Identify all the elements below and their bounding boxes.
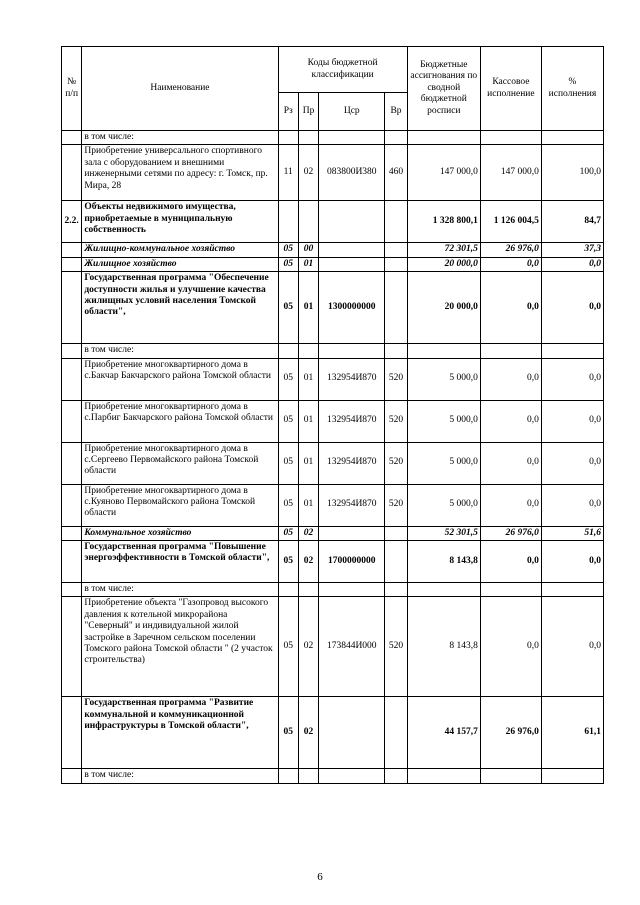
row-cash: 0,0	[480, 400, 541, 442]
table-row	[62, 582, 604, 596]
table-body	[62, 131, 604, 784]
row-percent: 61,1	[541, 697, 603, 769]
row-budget: 5 000,0	[407, 358, 480, 400]
row-number	[62, 257, 82, 271]
row-percent: 100,0	[541, 145, 603, 201]
row-pr: 01	[298, 358, 318, 400]
row-cash: 0,0	[480, 358, 541, 400]
row-pr: 01	[298, 442, 318, 484]
table-row	[62, 243, 604, 257]
row-number	[62, 400, 82, 442]
row-number	[62, 344, 82, 358]
row-vr	[385, 272, 407, 344]
table-row	[62, 769, 604, 783]
row-cash: 1 126 004,5	[480, 201, 541, 243]
row-pr	[298, 582, 318, 596]
row-vr	[385, 243, 407, 257]
row-rz: 05	[278, 442, 298, 484]
row-percent: 0,0	[541, 540, 603, 582]
row-number	[62, 145, 82, 201]
row-name: Государственная программа "Развитие коммунальной и коммуникационной инфраструктуры в Томской области",	[82, 697, 278, 769]
row-cash: 26 976,0	[480, 526, 541, 540]
row-percent: 0,0	[541, 272, 603, 344]
row-number	[62, 131, 82, 145]
row-name: в том числе:	[82, 769, 278, 783]
row-pr: 01	[298, 257, 318, 271]
row-rz: 05	[278, 257, 298, 271]
row-csr: 132954И870	[319, 484, 385, 526]
row-number	[62, 442, 82, 484]
row-percent: 0,0	[541, 442, 603, 484]
row-percent	[541, 582, 603, 596]
table-row	[62, 697, 604, 769]
row-csr: 132954И870	[319, 358, 385, 400]
row-percent	[541, 769, 603, 783]
budget-table	[61, 46, 604, 784]
row-cash	[480, 344, 541, 358]
row-number	[62, 540, 82, 582]
row-rz: 05	[278, 526, 298, 540]
row-csr	[319, 526, 385, 540]
row-rz	[278, 582, 298, 596]
row-number	[62, 597, 82, 697]
row-csr: 173844И000	[319, 597, 385, 697]
table-row	[62, 400, 604, 442]
row-vr	[385, 344, 407, 358]
row-vr: 460	[385, 145, 407, 201]
row-cash: 0,0	[480, 442, 541, 484]
table-row	[62, 257, 604, 271]
row-name: Приобретение многоквартирного дома в с.Сергеево Первомайского района Томской области	[82, 442, 278, 484]
row-number	[62, 358, 82, 400]
row-budget: 44 157,7	[407, 697, 480, 769]
row-budget: 5 000,0	[407, 484, 480, 526]
row-budget: 147 000,0	[407, 145, 480, 201]
row-budget: 20 000,0	[407, 257, 480, 271]
row-pr	[298, 344, 318, 358]
row-name: Государственная программа "Повышение энергоэффективности в Томской области",	[82, 540, 278, 582]
row-number: 2.2.	[62, 201, 82, 243]
row-vr	[385, 769, 407, 783]
row-pr: 02	[298, 597, 318, 697]
table-row	[62, 145, 604, 201]
row-vr	[385, 201, 407, 243]
row-cash: 26 976,0	[480, 243, 541, 257]
row-vr	[385, 697, 407, 769]
row-budget	[407, 131, 480, 145]
row-budget: 52 301,5	[407, 526, 480, 540]
row-rz: 05	[278, 597, 298, 697]
table-row	[62, 526, 604, 540]
row-budget: 5 000,0	[407, 400, 480, 442]
row-rz: 05	[278, 358, 298, 400]
row-csr	[319, 243, 385, 257]
header-cash: Кассовое исполнение	[480, 47, 541, 131]
row-number	[62, 526, 82, 540]
row-name: Приобретение многоквартирного дома в с.Бакчар Бакчарского района Томской области	[82, 358, 278, 400]
row-csr: 1300000000	[319, 272, 385, 344]
row-rz: 05	[278, 540, 298, 582]
row-name: Жилищное хозяйство	[82, 257, 278, 271]
row-pr	[298, 131, 318, 145]
row-percent: 0,0	[541, 400, 603, 442]
row-budget: 20 000,0	[407, 272, 480, 344]
row-rz	[278, 131, 298, 145]
row-budget	[407, 769, 480, 783]
row-vr	[385, 540, 407, 582]
header-pr: Пр	[298, 93, 318, 131]
row-budget: 72 301,5	[407, 243, 480, 257]
row-rz: 05	[278, 272, 298, 344]
row-cash	[480, 769, 541, 783]
table-row	[62, 442, 604, 484]
header-codes: Коды бюджетной классификации	[278, 47, 407, 93]
row-cash	[480, 131, 541, 145]
header-percent: % исполнения	[541, 47, 603, 131]
row-csr	[319, 344, 385, 358]
row-csr: 083800И380	[319, 145, 385, 201]
row-cash: 0,0	[480, 484, 541, 526]
row-pr: 02	[298, 697, 318, 769]
row-percent: 84,7	[541, 201, 603, 243]
row-number	[62, 484, 82, 526]
row-rz: 11	[278, 145, 298, 201]
row-csr	[319, 769, 385, 783]
row-budget	[407, 582, 480, 596]
row-rz	[278, 769, 298, 783]
row-pr	[298, 769, 318, 783]
table-row	[62, 272, 604, 344]
row-vr: 520	[385, 358, 407, 400]
row-csr	[319, 697, 385, 769]
row-cash: 26 976,0	[480, 697, 541, 769]
row-vr: 520	[385, 400, 407, 442]
row-cash: 0,0	[480, 257, 541, 271]
table-row	[62, 344, 604, 358]
row-csr	[319, 257, 385, 271]
row-percent: 0,0	[541, 358, 603, 400]
row-name: Приобретение универсального спортивного зала с оборудованием и внешними инженерными сетями по адресу: г. Томск, пр. Мира, 28	[82, 145, 278, 201]
table-row	[62, 597, 604, 697]
row-vr: 520	[385, 442, 407, 484]
table-row	[62, 201, 604, 243]
row-csr	[319, 131, 385, 145]
row-name: в том числе:	[82, 344, 278, 358]
header-budget: Бюджетные ассигнования по сводной бюджетной росписи	[407, 47, 480, 131]
row-pr: 02	[298, 526, 318, 540]
row-budget: 5 000,0	[407, 442, 480, 484]
row-csr: 132954И870	[319, 442, 385, 484]
row-percent	[541, 344, 603, 358]
row-number	[62, 243, 82, 257]
table-row	[62, 484, 604, 526]
row-csr	[319, 201, 385, 243]
header-num: № п/п	[62, 47, 82, 131]
row-cash: 0,0	[480, 597, 541, 697]
table-row	[62, 540, 604, 582]
table-row	[62, 358, 604, 400]
row-pr: 02	[298, 540, 318, 582]
row-vr	[385, 131, 407, 145]
row-rz: 05	[278, 400, 298, 442]
row-rz: 05	[278, 243, 298, 257]
row-rz: 05	[278, 697, 298, 769]
row-budget: 8 143,8	[407, 597, 480, 697]
row-name: Жилищно-коммунальное хозяйство	[82, 243, 278, 257]
row-pr	[298, 201, 318, 243]
header-rz: Рз	[278, 93, 298, 131]
row-csr: 132954И870	[319, 400, 385, 442]
row-rz: 05	[278, 484, 298, 526]
row-cash: 0,0	[480, 540, 541, 582]
row-number	[62, 697, 82, 769]
row-number	[62, 582, 82, 596]
row-name: Приобретение многоквартирного дома в с.Куяново Первомайского района Томской области	[82, 484, 278, 526]
row-budget: 8 143,8	[407, 540, 480, 582]
row-name: в том числе:	[82, 131, 278, 145]
row-name: Государственная программа "Обеспечение доступности жилья и улучшение качества жилищных условий населения Томской области",	[82, 272, 278, 344]
row-csr	[319, 582, 385, 596]
table-row	[62, 131, 604, 145]
row-budget	[407, 344, 480, 358]
row-number	[62, 272, 82, 344]
row-name: Приобретение многоквартирного дома в с.Парбиг Бакчарского района Томской области	[82, 400, 278, 442]
row-rz	[278, 344, 298, 358]
row-csr: 1700000000	[319, 540, 385, 582]
row-pr: 02	[298, 145, 318, 201]
header-vr: Вр	[385, 93, 407, 131]
row-cash	[480, 582, 541, 596]
row-number	[62, 769, 82, 783]
row-rz	[278, 201, 298, 243]
row-budget: 1 328 800,1	[407, 201, 480, 243]
page-number: 6	[317, 871, 323, 883]
row-pr: 01	[298, 484, 318, 526]
row-vr	[385, 257, 407, 271]
row-name: в том числе:	[82, 582, 278, 596]
row-pr: 01	[298, 400, 318, 442]
row-percent: 0,0	[541, 257, 603, 271]
row-vr: 520	[385, 597, 407, 697]
row-percent	[541, 131, 603, 145]
row-percent: 0,0	[541, 484, 603, 526]
header-csr: Цср	[319, 93, 385, 131]
row-name: Объекты недвижимого имущества, приобретаемые в муниципальную собственность	[82, 201, 278, 243]
row-cash: 147 000,0	[480, 145, 541, 201]
row-vr	[385, 582, 407, 596]
row-percent: 0,0	[541, 597, 603, 697]
row-name: Приобретение объекта "Газопровод высокого давления к котельной микрорайона "Северный" и индивидуальной жилой застройке в Заречном сельском поселении Томского района Томской области " (2 участок строительства)	[82, 597, 278, 697]
row-pr: 01	[298, 272, 318, 344]
row-cash: 0,0	[480, 272, 541, 344]
row-vr	[385, 526, 407, 540]
row-vr: 520	[385, 484, 407, 526]
row-percent: 51,6	[541, 526, 603, 540]
row-percent: 37,3	[541, 243, 603, 257]
row-pr: 00	[298, 243, 318, 257]
row-name: Коммунальное хозяйство	[82, 526, 278, 540]
header-name: Наименование	[82, 47, 278, 131]
